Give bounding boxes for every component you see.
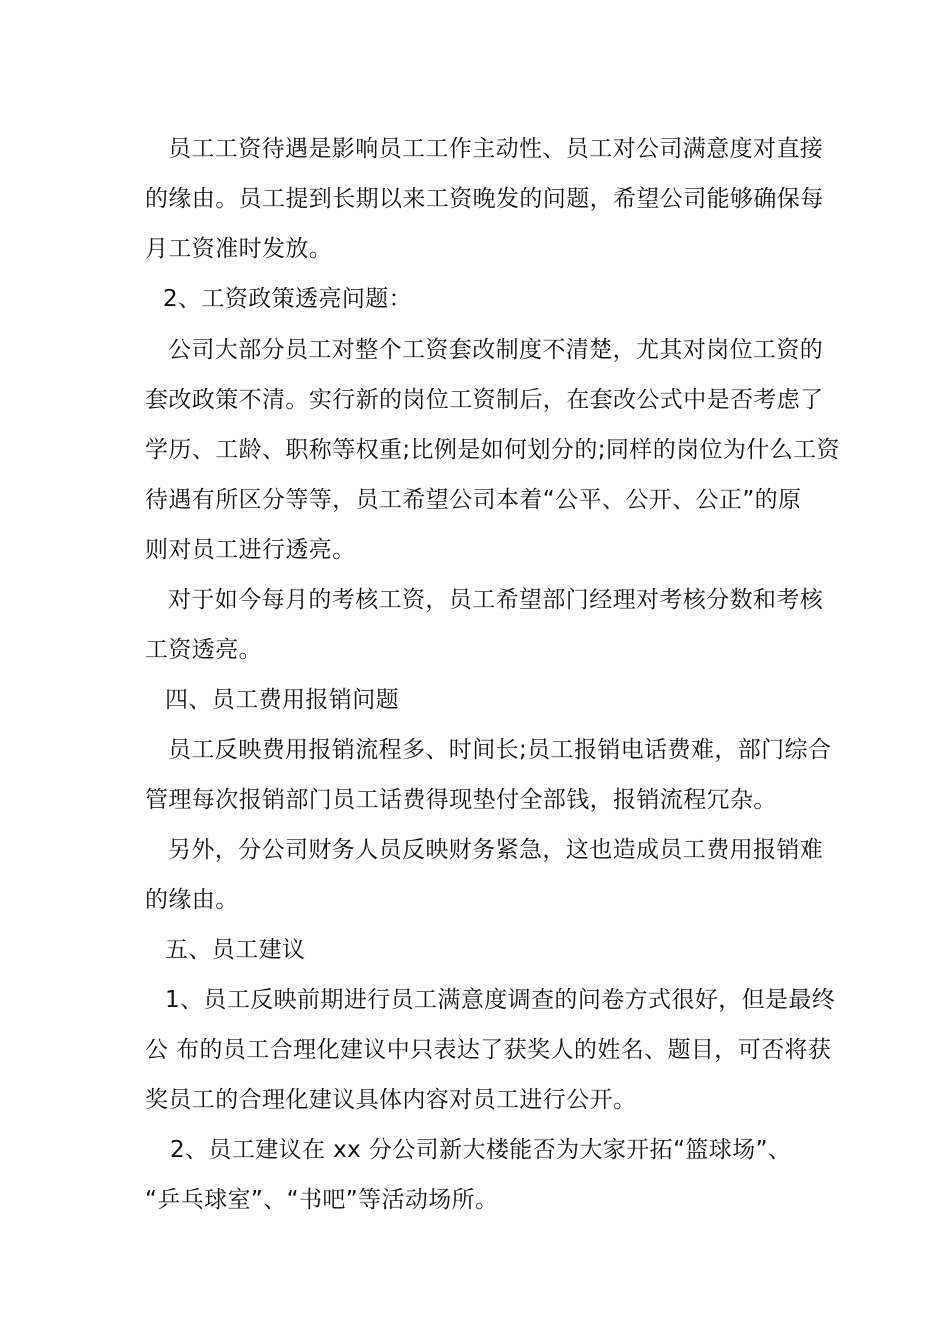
- heading-salary-policy: 2、工资政策透亮问题：: [163, 286, 413, 312]
- para-suggestion1-line-1: 1、员工反映前期进行员工满意度调查的问卷方式很好，但是最终: [165, 987, 836, 1013]
- heading-employee-suggestions: 五、员工建议: [165, 937, 306, 963]
- para-expense-line-1: 员工反映费用报销流程多、时间长;员工报销电话费难，部门综合: [168, 737, 832, 763]
- para-salary-line-3: 月工资准时发放。: [145, 236, 333, 262]
- para-suggestion2-line-2: “乒乓球室”、“书吧”等活动场所。: [145, 1187, 499, 1213]
- para-policy-line-4: 待遇有所区分等等，员工希望公司本着“公平、公开、公正”的原: [145, 487, 802, 513]
- para-assessment-line-1: 对于如今每月的考核工资，员工希望部门经理对考核分数和考核: [168, 587, 824, 613]
- heading-expense-reimbursement: 四、员工费用报销问题: [165, 687, 399, 713]
- para-finance-line-2: 的缘由。: [145, 887, 239, 913]
- para-suggestion1-line-2: 公 布的员工合理化建议中只表达了获奖人的姓名、题目，可否将获: [145, 1037, 832, 1063]
- para-expense-line-2: 管理每次报销部门员工话费得现垫付全部钱，报销流程冗杂。: [145, 787, 777, 813]
- para-finance-line-1: 另外，分公司财务人员反映财务紧急，这也造成员工费用报销难: [168, 837, 824, 863]
- para-policy-line-5: 则对员工进行透亮。: [145, 537, 356, 563]
- para-policy-line-2: 套改政策不清。实行新的岗位工资制后，在套改公式中是否考虑了: [145, 387, 824, 413]
- para-policy-line-1: 公司大部分员工对整个工资套改制度不清楚，尤其对岗位工资的: [168, 337, 824, 363]
- para-policy-line-3: 学历、工龄、职称等权重;比例是如何划分的;同样的岗位为什么工资: [145, 437, 840, 463]
- para-salary-line-2: 的缘由。员工提到长期以来工资晚发的问题，希望公司能够确保每: [145, 186, 824, 212]
- para-assessment-line-2: 工资透亮。: [145, 637, 262, 663]
- para-salary-line-1: 员工工资待遇是影响员工工作主动性、员工对公司满意度对直接: [168, 136, 824, 162]
- para-suggestion1-line-3: 奖员工的合理化建议具体内容对员工进行公开。: [145, 1087, 637, 1113]
- para-suggestion2-line-1: 2、员工建议在 xx 分公司新大楼能否为大家开拓“篮球场”、: [170, 1137, 792, 1163]
